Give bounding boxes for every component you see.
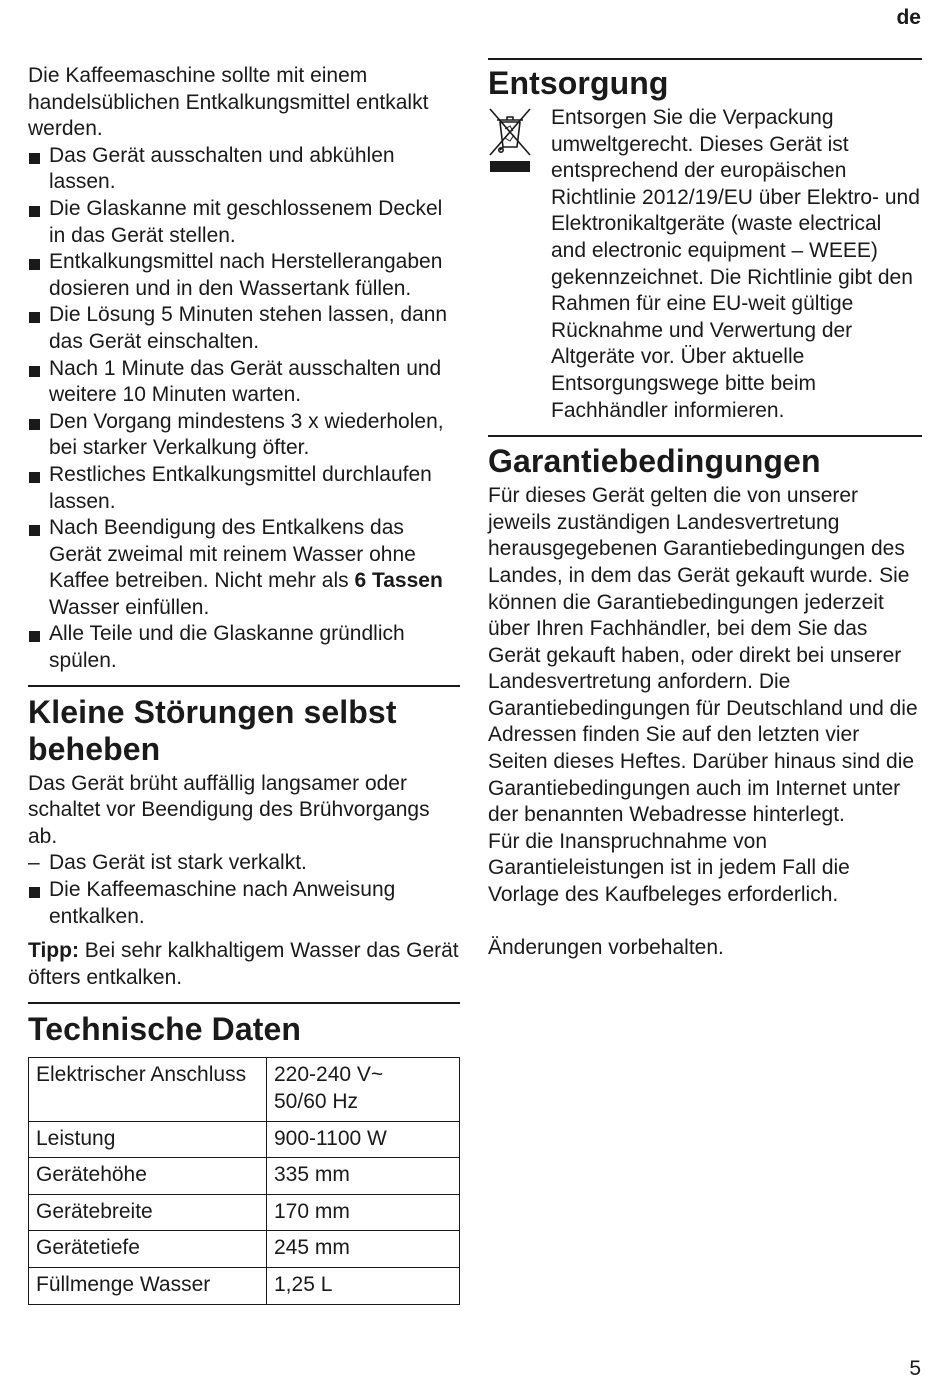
- table-row: [29, 1121, 460, 1158]
- cups-limit: 6 Tassen: [354, 569, 443, 593]
- page-number: 5: [909, 1357, 921, 1380]
- step-item: Nach 1 Minute das Gerät ausschalten und weitere 10 Minuten warten.: [28, 356, 460, 409]
- spec-value-line: 220-240 V~: [274, 1063, 384, 1087]
- spec-value: 170 mm: [267, 1194, 460, 1231]
- tip-body: Bei sehr kalkhaltigem Wasser das Gerät öfters entkalken.: [28, 939, 459, 989]
- step-item: Die Glaskanne mit geschlossenem Deckel in das Gerät stellen.: [28, 196, 460, 249]
- descaling-intro: Die Kaffeemaschine sollte mit einem handelsüblichen Entkalkungsmittel entkalkt werden.: [28, 64, 429, 141]
- language-tag: de: [896, 6, 921, 29]
- spec-value: 245 mm: [267, 1231, 460, 1268]
- remedy-item: Die Kaffeemaschine nach Anweisung entkalken.: [28, 877, 460, 930]
- warranty-heading: Garantiebedingungen: [488, 443, 821, 480]
- table-row: [29, 1058, 460, 1121]
- technical-data-table: [28, 1057, 460, 1304]
- spec-value: 1,25 L: [267, 1267, 460, 1304]
- spec-label: Leistung: [29, 1121, 267, 1158]
- left-column: [28, 63, 460, 1305]
- tip-label: Tipp:: [28, 939, 79, 963]
- step-text: Nach Beendigung des Entkalkens das Gerät zweimal mit reinem Wasser ohne Kaffee betreiben. Nicht mehr als: [49, 516, 416, 593]
- warranty-section: [488, 435, 922, 962]
- step-item: Das Gerät ausschalten und abkühlen lassen.: [28, 143, 460, 196]
- spec-label: Gerätebreite: [29, 1194, 267, 1231]
- spec-label: Elektrischer Anschluss: [29, 1058, 267, 1121]
- disposal-section: [488, 58, 922, 424]
- table-row: [29, 1194, 460, 1231]
- step-item: Alle Teile und die Glaskanne gründlich spülen.: [28, 621, 460, 674]
- spec-label: Gerätehöhe: [29, 1158, 267, 1195]
- descaling-steps: [28, 143, 460, 675]
- step-item: Entkalkungsmittel nach Herstellerangaben dosieren und in den Wassertank füllen.: [28, 249, 460, 302]
- troubleshooting-section: [28, 685, 460, 992]
- spec-label: Füllmenge Wasser: [29, 1267, 267, 1304]
- remedy-list: [28, 877, 460, 930]
- step-text: Wasser einfüllen.: [49, 595, 210, 619]
- step-item: Restliches Entkalkungsmittel durchlaufen lassen.: [28, 462, 460, 515]
- right-column: [488, 58, 922, 962]
- step-item: Die Lösung 5 Minuten stehen lassen, dann das Gerät einschalten.: [28, 302, 460, 355]
- problem-text: Das Gerät brüht auffällig langsamer oder schaltet vor Beendigung des Brühvorgangs ab.: [28, 771, 430, 848]
- spec-value-line: 50/60 Hz: [274, 1090, 359, 1113]
- table-row: [29, 1231, 460, 1268]
- table-row: [29, 1267, 460, 1304]
- cause-list: [28, 850, 460, 877]
- table-row: [29, 1158, 460, 1195]
- spec-label: Gerätetiefe: [29, 1231, 267, 1268]
- troubleshooting-heading: Kleine Störungen selbst beheben: [28, 693, 397, 767]
- step-item: [28, 515, 460, 621]
- technical-data-heading: Technische Daten: [28, 1011, 302, 1048]
- disposal-body: [488, 105, 922, 424]
- disposal-heading: Entsorgung: [488, 65, 669, 101]
- spec-value: [267, 1058, 460, 1121]
- cause-item: – Das Gerät ist stark verkalkt.: [28, 850, 460, 877]
- warranty-paragraph: Für dieses Gerät gelten die von unserer jeweils zuständigen Landesvertretung herausgegebenen Garantiebedingungen des Landes, in dem das Gerät gekauft wurde. Sie können die Garantiebedingungen jederzeit über Ihren Fachhändler, bei dem Sie das Gerät gekauft haben, oder direkt bei unserer Landesvertretung anfordern. Die Garantiebedingungen für Deutschland und die Adressen finden Sie auf den letzten vier Seiten dieses Heftes. Darüber hinaus sind die Garantiebedingungen auch im Internet unter der benannten Webadresse hinterlegt.: [488, 484, 918, 827]
- crossed-out-wheelie-bin-icon: [488, 107, 532, 179]
- technical-data-section: [28, 1002, 460, 1304]
- spec-value: 335 mm: [267, 1158, 460, 1195]
- step-item: Den Vorgang mindestens 3 x wiederholen, bei starker Verkalkung öfter.: [28, 409, 460, 462]
- changes-note: Änderungen vorbehalten.: [488, 936, 724, 960]
- disposal-text: Entsorgen Sie die Verpackung umweltgerecht. Dieses Gerät ist entsprechend der europäischen Richtlinie 2012/19/EU über Elektro- und Elektronikaltgeräte (waste electrical and electronic equipment – WEEE) gekennzeichnet. Die Richtlinie gibt den Rahmen für eine EU-weit gültige Rücknahme und Verwertung der Altgeräte vor. Über aktuelle Entsorgungswege bitte beim Fachhändler informieren.: [551, 106, 920, 422]
- tip-text: [28, 938, 460, 991]
- spec-value: 900-1100 W: [267, 1121, 460, 1158]
- warranty-paragraph: Für die Inanspruchnahme von Garantieleistungen ist in jedem Fall die Vorlage des Kaufbeleges erforderlich.: [488, 829, 850, 907]
